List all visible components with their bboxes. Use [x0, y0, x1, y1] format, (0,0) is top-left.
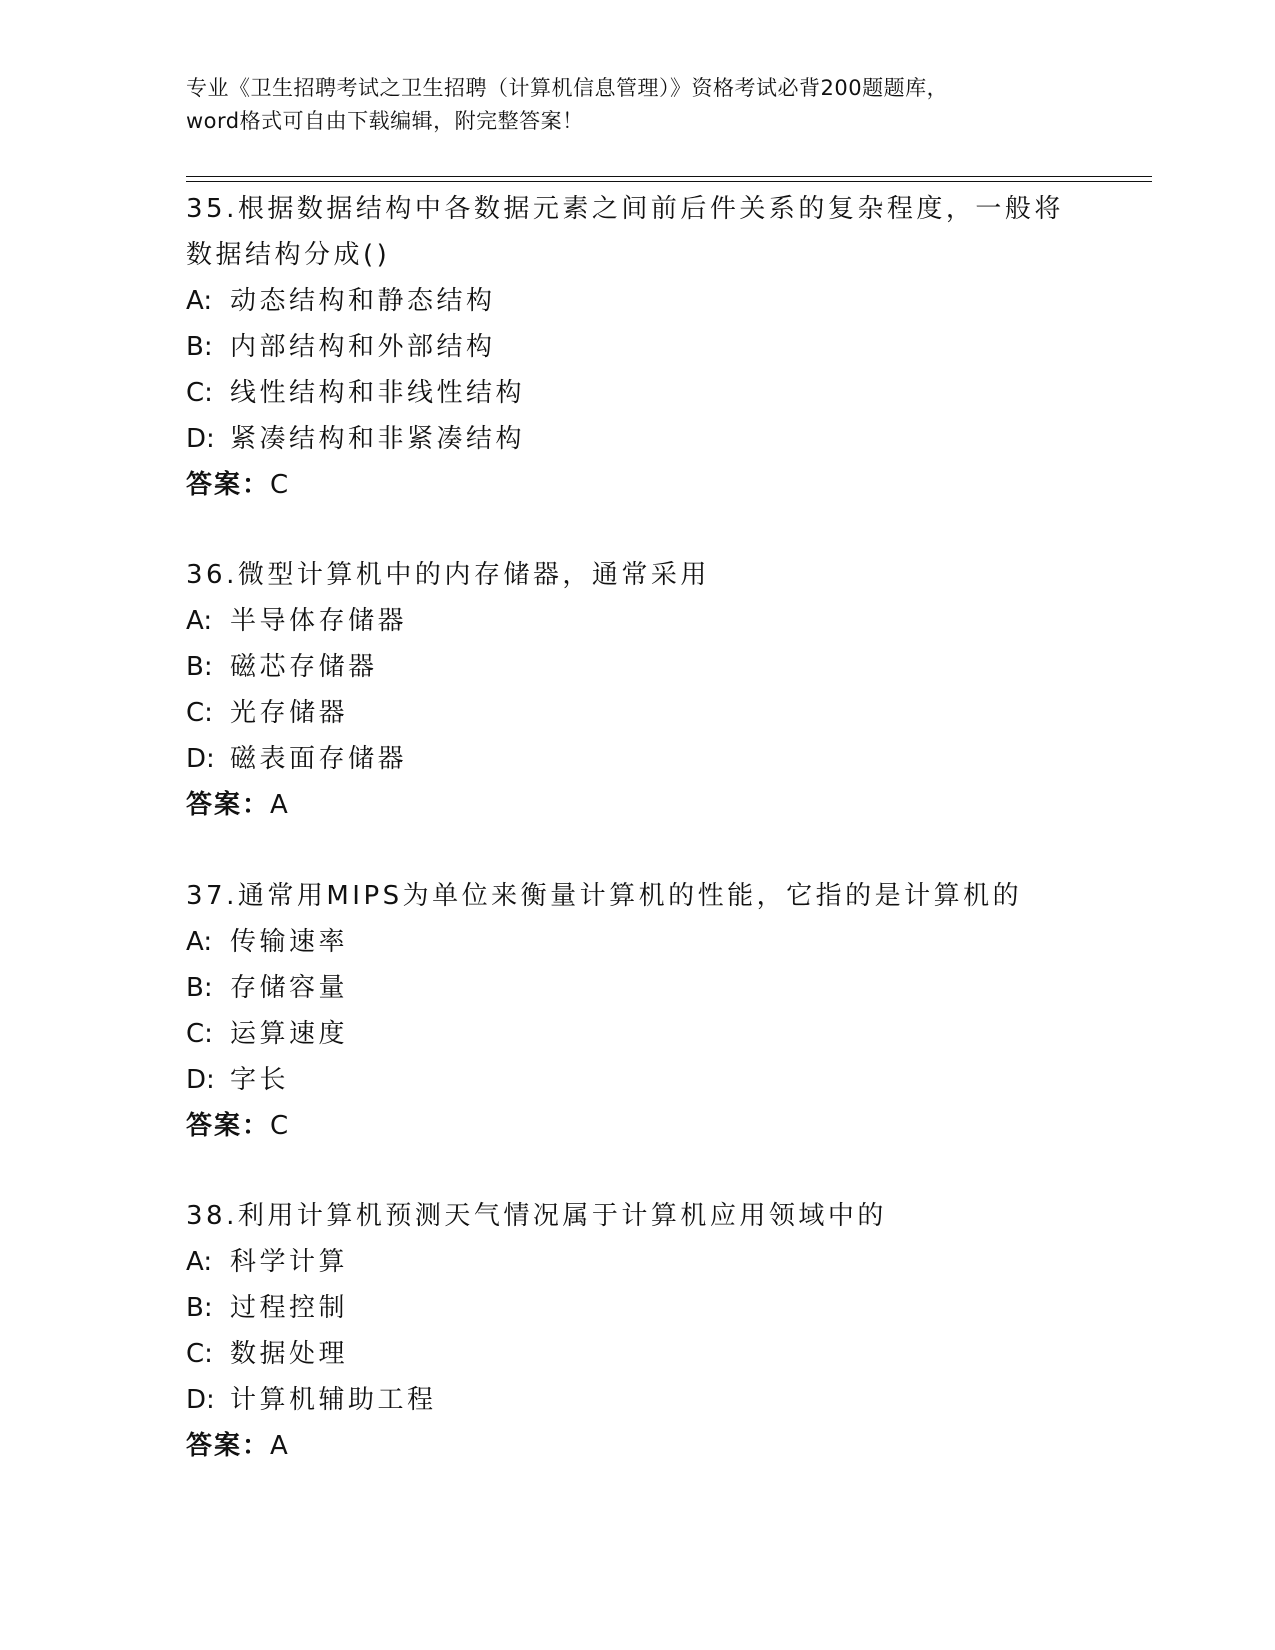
question-35 [186, 186, 1086, 508]
answer-value: A [270, 790, 290, 820]
option-c [186, 690, 1086, 736]
option-text: 运算速度 [230, 1019, 349, 1049]
answer-line [186, 1103, 1086, 1149]
answer-label: 答案： [186, 1431, 271, 1461]
option-letter: D: [186, 744, 215, 774]
option-text: 磁表面存储器 [230, 744, 408, 774]
header-divider-bottom [186, 181, 1152, 182]
answer-line [186, 462, 1086, 508]
option-letter: C: [186, 1339, 213, 1369]
option-d [186, 1057, 1086, 1103]
question-stem: 35.根据数据结构中各数据元素之间前后件关系的复杂程度，一般将数据结构分成() [186, 194, 1064, 270]
option-letter: D: [186, 424, 215, 454]
option-letter: C: [186, 378, 213, 408]
option-letter: B: [186, 1293, 213, 1323]
answer-label: 答案： [186, 790, 271, 820]
header-line-2: word格式可自由下载编辑，附完整答案！ [186, 109, 584, 133]
option-text: 紧凑结构和非紧凑结构 [230, 424, 526, 454]
option-b [186, 644, 1086, 690]
option-text: 数据处理 [230, 1339, 349, 1369]
option-d [186, 736, 1086, 782]
option-a [186, 598, 1086, 644]
option-letter: B: [186, 332, 213, 362]
question-stem: 36.微型计算机中的内存储器，通常采用 [186, 560, 710, 590]
question-stem: 37.通常用MIPS为单位来衡量计算机的性能，它指的是计算机的 [186, 881, 1023, 911]
option-d [186, 1377, 1086, 1423]
option-text: 磁芯存储器 [230, 652, 378, 682]
option-letter: A: [186, 927, 213, 957]
option-letter: C: [186, 1019, 213, 1049]
option-c [186, 1331, 1086, 1377]
option-text: 过程控制 [230, 1293, 349, 1323]
option-text: 计算机辅助工程 [230, 1385, 437, 1415]
option-letter: B: [186, 652, 213, 682]
answer-line [186, 1423, 1086, 1469]
option-letter: D: [186, 1065, 215, 1095]
option-b [186, 965, 1086, 1011]
answer-line [186, 782, 1086, 828]
option-text: 半导体存储器 [230, 606, 408, 636]
answer-label: 答案： [186, 470, 271, 500]
option-text: 线性结构和非线性结构 [230, 378, 526, 408]
answer-value: A [270, 1431, 290, 1461]
option-text: 传输速率 [230, 927, 349, 957]
option-a [186, 278, 1086, 324]
question-37 [186, 873, 1086, 1149]
option-letter: D: [186, 1385, 215, 1415]
question-36 [186, 552, 1086, 828]
option-a [186, 1239, 1086, 1285]
option-b [186, 324, 1086, 370]
option-text: 光存储器 [230, 698, 349, 728]
option-c [186, 1011, 1086, 1057]
option-text: 动态结构和静态结构 [230, 286, 496, 316]
header-divider-top [186, 176, 1152, 177]
option-text: 科学计算 [230, 1247, 349, 1277]
option-a [186, 919, 1086, 965]
answer-value: C [270, 1111, 291, 1141]
answer-value: C [270, 470, 291, 500]
question-stem: 38.利用计算机预测天气情况属于计算机应用领域中的 [186, 1201, 887, 1231]
option-b [186, 1285, 1086, 1331]
option-text: 存储容量 [230, 973, 349, 1003]
option-text: 字长 [230, 1065, 290, 1095]
answer-label: 答案： [186, 1111, 271, 1141]
option-letter: A: [186, 1247, 213, 1277]
option-text: 内部结构和外部结构 [230, 332, 496, 362]
option-letter: A: [186, 286, 213, 316]
option-letter: A: [186, 606, 213, 636]
option-c [186, 370, 1086, 416]
option-letter: B: [186, 973, 213, 1003]
header-line-1: 专业《卫生招聘考试之卫生招聘（计算机信息管理）》资格考试必背200题题库， [186, 76, 949, 100]
document-header [186, 72, 1066, 138]
option-d [186, 416, 1086, 462]
option-letter: C: [186, 698, 213, 728]
question-38 [186, 1193, 1086, 1469]
